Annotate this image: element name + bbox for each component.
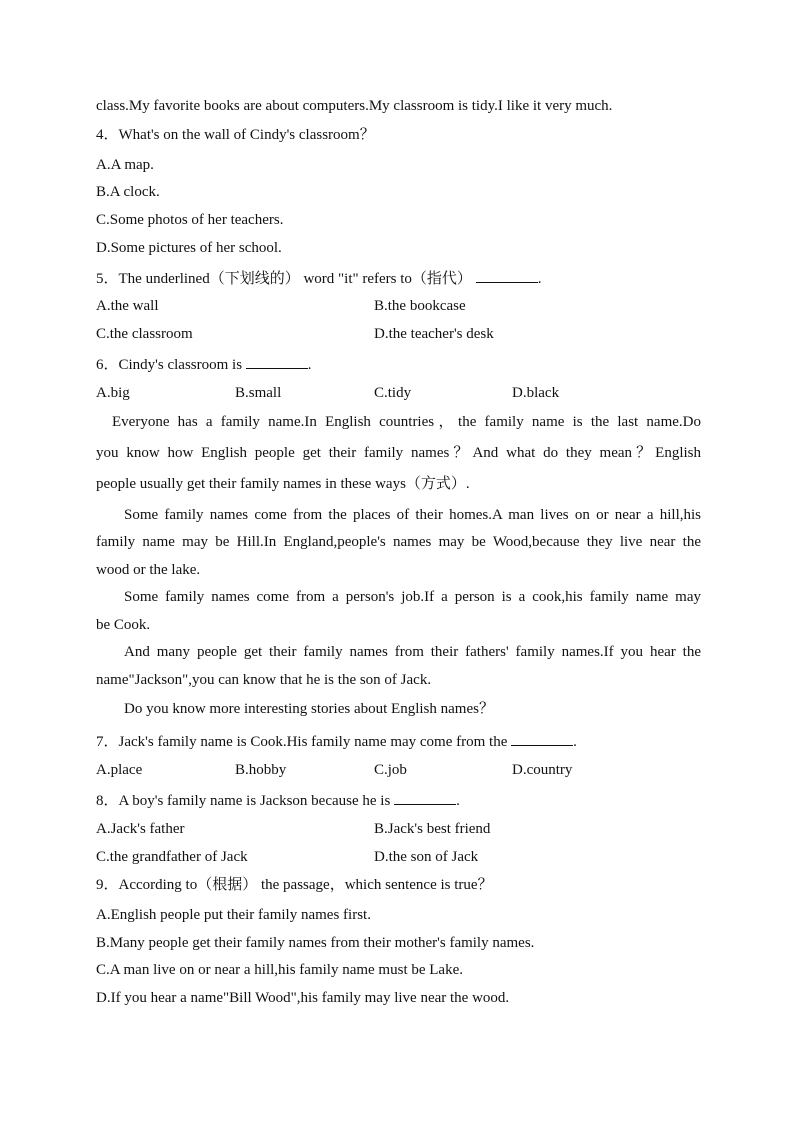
q6-stem-text: 6．Cindy's classroom is <box>96 357 243 373</box>
passage2-p3-line1: Some family names come from a person's job.If a person is a cook,his family name may <box>124 589 701 605</box>
passage2-p2-line1: Some family names come from the places of their homes.A man lives on or near a hill,his <box>124 507 701 523</box>
passage2-p1-line1: Everyone has a family name.In English countries，the family name is the last name.Do <box>112 414 701 430</box>
q4-option-d: D.Some pictures of her school. <box>96 240 282 256</box>
passage1-tail: class.My favorite books are about computers.My classroom is tidy.I like it very much. <box>96 98 613 114</box>
q9-stem: 9．According to（根据） the passage，which sentence is true？ <box>96 877 493 893</box>
q8-answer-blank[interactable] <box>394 790 456 805</box>
q7-answer-blank[interactable] <box>511 731 573 746</box>
q6-option-d: D.black <box>512 385 560 401</box>
passage2-p5-line1: Do you know more interesting stories about English names？ <box>124 701 494 717</box>
q8-option-c: C.the grandfather of Jack <box>96 849 248 865</box>
q6-option-c: C.tidy <box>374 385 412 401</box>
q4-option-b: B.A clock. <box>96 184 160 200</box>
q5-option-b: B.the bookcase <box>374 298 466 314</box>
q4-stem: 4．What's on the wall of Cindy's classroom？ <box>96 127 375 143</box>
q7-option-b: B.hobby <box>235 762 287 778</box>
q5-stem <box>96 268 541 288</box>
q5-option-a: A.the wall <box>96 298 159 314</box>
q8-stem-end: . <box>456 793 460 809</box>
q9-option-a: A.English people put their family names first. <box>96 907 371 923</box>
passage2-p1-line2: you know how English people get their family names？And what do they mean？English <box>96 445 701 461</box>
q8-stem <box>96 790 460 810</box>
q8-option-d: D.the son of Jack <box>374 849 479 865</box>
q7-option-c: C.job <box>374 762 407 778</box>
q7-stem <box>96 731 577 751</box>
q4-option-c: C.Some photos of her teachers. <box>96 212 284 228</box>
q6-stem <box>96 354 312 374</box>
q5-stem-end: . <box>537 271 542 287</box>
q8-option-b: B.Jack's best friend <box>374 821 491 837</box>
q4-option-a: A.A map. <box>96 157 154 173</box>
q6-stem-end: . <box>307 357 312 373</box>
q9-option-b: B.Many people get their family names from their mother's family names. <box>96 935 535 951</box>
q5-option-d: D.the teacher's desk <box>374 326 494 342</box>
q9-option-c: C.A man live on or near a hill,his family name must be Lake. <box>96 962 463 978</box>
q5-answer-blank[interactable] <box>476 268 538 283</box>
passage2-p2-line3: wood or the lake. <box>96 562 201 578</box>
passage2-p4-line2: name"Jackson",you can know that he is the son of Jack. <box>96 672 432 688</box>
q7-option-d: D.country <box>512 762 573 778</box>
q7-stem-text: 7．Jack's family name is Cook.His family name may come from the <box>96 734 508 750</box>
passage2-p2-line2: family name may be Hill.In England,people's names may be Wood,because they live near the <box>96 534 701 550</box>
passage2-p1-line3: people usually get their family names in these ways（方式）. <box>96 476 470 492</box>
q8-stem-text: 8．A boy's family name is Jackson because he is <box>96 793 391 809</box>
q6-answer-blank[interactable] <box>246 354 308 369</box>
passage2-p4-line1: And many people get their family names from their fathers' family names.If you hear the <box>124 644 701 660</box>
q5-stem-text: 5．The underlined（下划线的） word "it" refers to（指代） <box>96 271 472 287</box>
q6-option-b: B.small <box>235 385 282 401</box>
q7-option-a: A.place <box>96 762 143 778</box>
q7-stem-end: . <box>573 734 577 750</box>
q8-option-a: A.Jack's father <box>96 821 185 837</box>
q5-option-c: C.the classroom <box>96 326 193 342</box>
q9-option-d: D.If you hear a name"Bill Wood",his family may live near the wood. <box>96 990 510 1006</box>
passage2-p3-line2: be Cook. <box>96 617 151 633</box>
q6-option-a: A.big <box>96 385 130 401</box>
